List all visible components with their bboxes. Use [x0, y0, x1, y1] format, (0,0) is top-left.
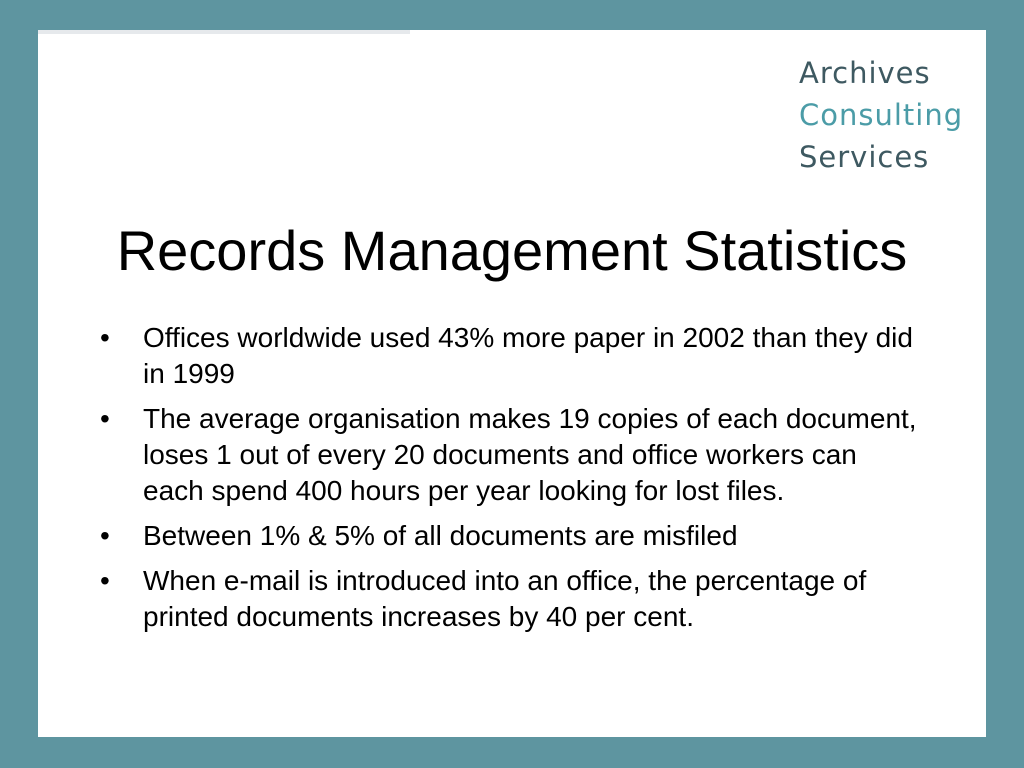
- logo-line-services: Services: [799, 140, 930, 174]
- list-item: [100, 518, 920, 554]
- bullet-list: [100, 320, 920, 644]
- list-item: [100, 401, 920, 509]
- logo-line-consulting: Consulting: [799, 98, 964, 132]
- bullet-icon: •: [100, 403, 110, 434]
- logo-line-archives: Archives: [799, 56, 931, 90]
- bullet-icon: •: [100, 565, 110, 596]
- company-logo: [799, 52, 979, 178]
- list-item-text: Offices worldwide used 43% more paper in 2002 than they did in 1999: [143, 322, 913, 389]
- top-strip: [38, 30, 410, 34]
- slide-title: Records Management Statistics: [116, 219, 908, 282]
- list-item-text: When e-mail is introduced into an office, the percentage of printed documents increases by 40 per cent.: [143, 565, 867, 632]
- bullet-icon: •: [100, 520, 110, 551]
- list-item-text: The average organisation makes 19 copies of each document, loses 1 out of every 20 documents and office workers can each spend 400 hours per year looking for lost files.: [143, 403, 917, 506]
- list-item: [100, 320, 920, 392]
- list-item-text: Between 1% & 5% of all documents are misfiled: [143, 520, 738, 551]
- bullet-icon: •: [100, 322, 110, 353]
- slide: [38, 30, 986, 737]
- list-item: [100, 563, 920, 635]
